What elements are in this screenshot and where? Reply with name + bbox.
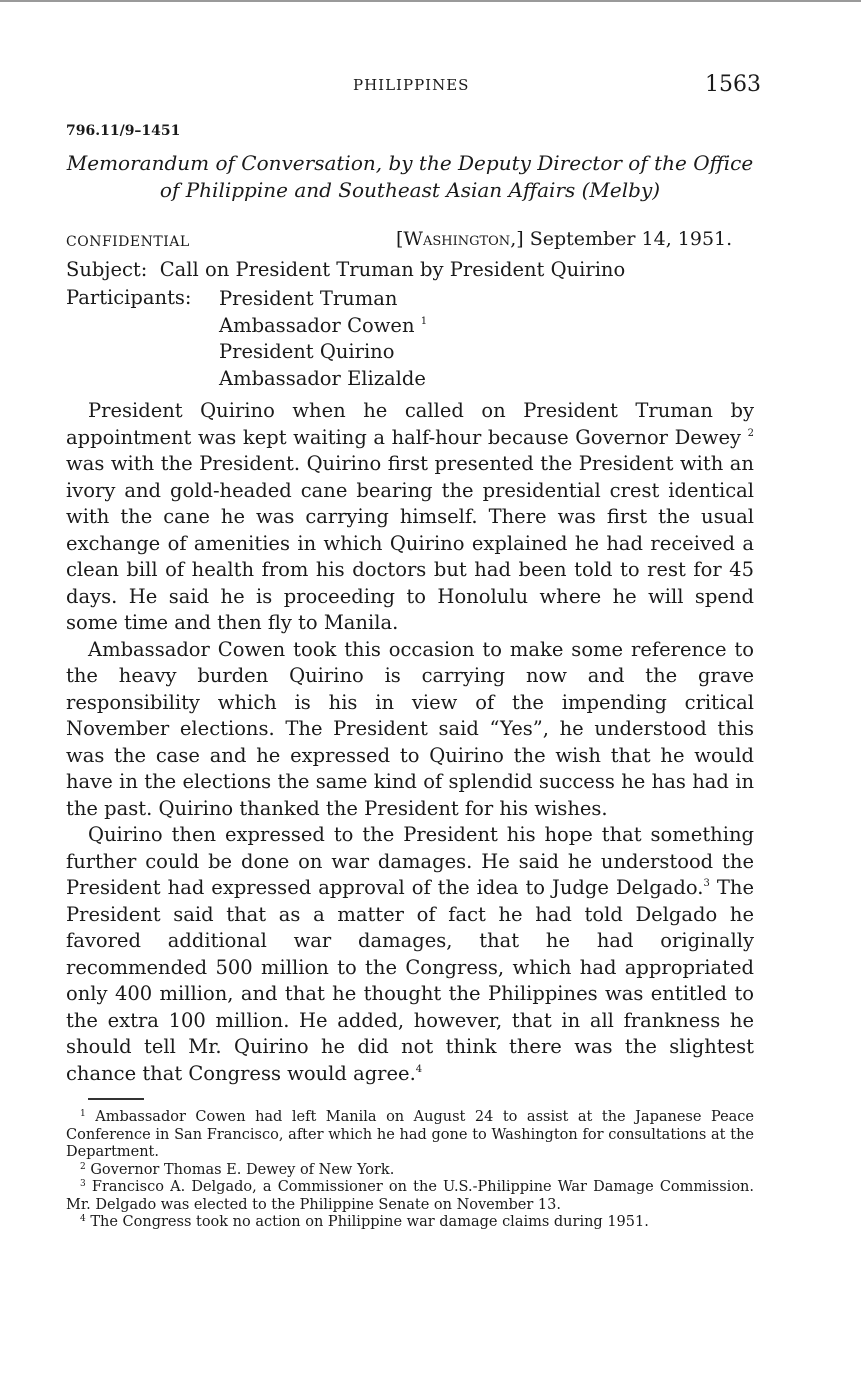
footnote-reference[interactable]: 3 [703,878,710,889]
footnote-mark: 3 [80,1179,86,1189]
participant-name: Ambassador Cowen [219,313,415,337]
body-paragraph [66,822,754,1087]
footnote [66,1162,754,1180]
participants-label: Participants: [66,286,192,309]
document-date: September 14, 1951. [529,228,733,250]
top-border-rule [0,0,861,2]
place-bracket-open: [ [396,228,404,250]
footnote-text: Governor Thomas E. Dewey of New York. [90,1161,395,1178]
participant-name: President Quirino [219,340,395,363]
footnote [66,1214,754,1232]
footnote-text: Ambassador Cowen had left Manila on August 24 to assist at the Japanese Peace Conference in San Francisco, after which he had gone to Washington for consultations at the Department. [66,1109,755,1160]
footnotes [66,1109,754,1232]
footnote [66,1179,754,1214]
classification-label: CONFIDENTIAL [66,234,190,250]
place-date-line [396,228,732,250]
footnote-text: Francisco A. Delgado, a Commissioner on the U.S.-Philippine War Damage Commission. Mr. Delgado was elected to the Philippine Senate on November 13. [66,1179,754,1213]
footnote-separator [88,1098,144,1100]
memorandum-body [66,398,754,1087]
place-name: Washington [403,228,511,250]
footnote-reference[interactable]: 1 [420,315,428,327]
subject-label: Subject: [66,258,148,281]
participants-list [219,286,619,392]
file-number: 796.11/9–1451 [66,123,181,139]
running-head: PHILIPPINES [353,76,470,94]
body-paragraph [66,398,754,637]
subject-text: Call on President Truman by President Quirino [159,258,626,281]
participant-name: President Truman [219,287,398,310]
footnote-mark: 2 [80,1161,86,1172]
paragraph-text: The President said that as a matter of fact he had told Delgado he favored additional war damages, that he had originally recommended 500 million to the Congress, which had appropriated only 400 million, and that he thought the Philippines was entitled to the extra 100 million. He added, however, that in all frankness he should tell Mr. Quirino he did not think there was the slightest chance that Congress would agree. [66,876,754,1085]
footnote-reference[interactable]: 4 [415,1063,423,1075]
page-number: 1563 [705,72,761,97]
participant-item [219,313,619,340]
participant-item [219,339,619,366]
footnote-mark: 4 [80,1214,86,1224]
footnote-reference[interactable]: 2 [747,427,754,439]
participant-name: Ambassador Elizalde [219,366,426,390]
footnote-mark: 1 [80,1109,86,1119]
paragraph-text: was with the President. Quirino first presented the President with an ivory and gold-headed cane bearing the presidential crest identical with the cane he was carrying himself. There was first the usual exchange of amenities in which Quirino explained he had received a clean bill of health from his doctors but had been told to rest for 45 days. He said he is proceeding to Honolulu where he will spend some time and then fly to Manila. [66,452,754,634]
subject-line [66,258,625,281]
paragraph-text: Quirino then expressed to the President his hope that something further could be done on war damages. He said he understood the President had expressed approval of the idea to Judge Delgado. [66,823,754,899]
participant-item [219,286,619,313]
participant-item [219,366,619,393]
document-title: Memorandum of Conversation, by the Deputy Director of the Office of Philippine and Southeast Asian Affairs (Melby) [66,151,754,202]
body-paragraph: Ambassador Cowen took this occasion to make some reference to the heavy burden Quirino is carrying now and the grave responsibility which is his in view of the impending critical November elections. The President said “Yes”, he understood this was the case and he expressed to Quirino the wish that he would have in the elections the same kind of splendid success he has had in the past. Quirino thanked the President for his wishes. [66,637,754,820]
footnote [66,1109,754,1162]
place-bracket-close: ,] [510,228,524,250]
footnote-text: The Congress took no action on Philippine war damage claims during 1951. [90,1214,649,1230]
paragraph-text: President Quirino when he called on President Truman by appointment was kept waiting a half-hour because Governor Dewey [66,399,754,449]
